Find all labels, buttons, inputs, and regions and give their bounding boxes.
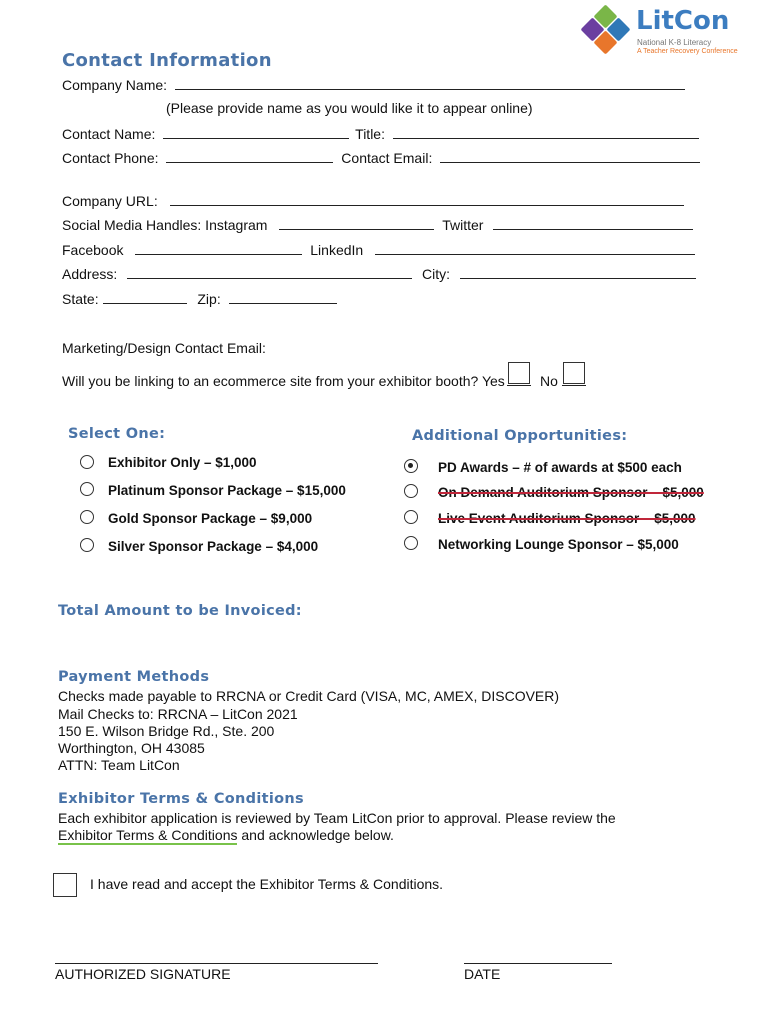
company-url-label: Company URL: — [62, 193, 158, 209]
on-demand-auditorium-radio[interactable] — [404, 484, 418, 498]
litcon-logo — [580, 6, 740, 62]
accept-terms-label: I have read and accept the Exhibitor Terms & Conditions. — [90, 876, 444, 892]
city-label: City: — [422, 266, 451, 282]
company-name-row — [62, 76, 685, 93]
linkedin-label: LinkedIn — [310, 242, 364, 258]
address-field[interactable] — [127, 265, 412, 279]
payment-heading: Payment Methods — [58, 669, 210, 685]
linkedin-field[interactable] — [375, 241, 695, 255]
company-name-label: Company Name: — [62, 77, 168, 93]
company-url-field[interactable] — [170, 192, 684, 206]
contact-email-field[interactable] — [440, 149, 700, 163]
terms-line-2 — [58, 827, 394, 843]
gold-sponsor-label: Gold Sponsor Package – $9,000 — [108, 511, 313, 526]
terms-line-1: Each exhibitor application is reviewed by Team LitCon prior to approval. Please review the — [58, 810, 616, 826]
on-demand-auditorium-label: On Demand Auditorium Sponsor – $5,000 — [438, 485, 704, 500]
logo-tagline-2: A Teacher Recovery Conference — [637, 48, 738, 55]
signature-line[interactable] — [55, 963, 378, 964]
marketing-contact-label: Marketing/Design Contact Email: — [62, 340, 266, 356]
logo-tagline-1: National K-8 Literacy — [637, 38, 712, 47]
company-url-row — [62, 192, 684, 209]
ecommerce-no-underline — [562, 385, 586, 386]
twitter-label: Twitter — [442, 217, 484, 233]
gold-sponsor-radio[interactable] — [80, 510, 94, 524]
silver-sponsor-radio[interactable] — [80, 538, 94, 552]
signature-label: AUTHORIZED SIGNATURE — [55, 966, 231, 982]
contact-email-label: Contact Email: — [341, 150, 433, 166]
pd-awards-label: PD Awards – # of awards at $500 each — [438, 460, 682, 475]
title-label: Title: — [355, 126, 385, 142]
date-label: DATE — [464, 966, 501, 982]
facebook-label: Facebook — [62, 242, 124, 258]
facebook-row — [62, 241, 695, 258]
contact-name-label: Contact Name: — [62, 126, 156, 142]
address-label: Address: — [62, 266, 118, 282]
terms-line-2-rest: and acknowledge below. — [237, 827, 394, 843]
contact-phone-field[interactable] — [166, 149, 333, 163]
terms-link[interactable]: Exhibitor Terms & Conditions — [58, 827, 238, 843]
silver-sponsor-label: Silver Sponsor Package – $4,000 — [108, 539, 319, 554]
facebook-field[interactable] — [135, 241, 302, 255]
payment-line-5: ATTN: Team LitCon — [58, 757, 180, 773]
contact-phone-row — [62, 149, 700, 166]
accept-terms-checkbox[interactable] — [53, 873, 77, 897]
zip-label: Zip: — [197, 291, 221, 307]
date-line[interactable] — [464, 963, 612, 964]
logo-wordmark: LitCon — [636, 6, 730, 36]
state-label: State: — [62, 291, 99, 307]
zip-field[interactable] — [229, 290, 337, 304]
state-zip-row — [62, 290, 337, 307]
payment-line-3: 150 E. Wilson Bridge Rd., Ste. 200 — [58, 723, 275, 739]
instagram-label: Social Media Handles: Instagram — [62, 217, 268, 233]
twitter-field[interactable] — [493, 216, 693, 230]
payment-line-1: Checks made payable to RRCNA or Credit Card (VISA, MC, AMEX, DISCOVER) — [58, 688, 560, 704]
platinum-sponsor-label: Platinum Sponsor Package – $15,000 — [108, 483, 346, 498]
address-row — [62, 265, 696, 282]
contact-heading: Contact Information — [62, 50, 272, 71]
ecommerce-yes-checkbox[interactable] — [508, 362, 530, 384]
ecommerce-no-label: No — [540, 373, 558, 389]
networking-lounge-label: Networking Lounge Sponsor – $5,000 — [438, 537, 679, 552]
ecommerce-yes-underline — [507, 385, 531, 386]
title-field[interactable] — [393, 125, 699, 139]
social-row — [62, 216, 693, 233]
city-field[interactable] — [460, 265, 696, 279]
additional-heading: Additional Opportunities: — [412, 428, 628, 444]
live-event-auditorium-radio[interactable] — [404, 510, 418, 524]
contact-name-row — [62, 125, 699, 142]
company-name-field[interactable] — [175, 76, 685, 90]
select-one-heading: Select One: — [68, 426, 166, 442]
contact-phone-label: Contact Phone: — [62, 150, 159, 166]
contact-name-field[interactable] — [163, 125, 349, 139]
ecommerce-question: Will you be linking to an ecommerce site from your exhibitor booth? Yes — [62, 373, 505, 389]
exhibitor-only-radio[interactable] — [80, 455, 94, 469]
pd-awards-radio[interactable] — [404, 459, 418, 473]
total-heading: Total Amount to be Invoiced: — [58, 603, 302, 619]
instagram-field[interactable] — [279, 216, 434, 230]
platinum-sponsor-radio[interactable] — [80, 482, 94, 496]
networking-lounge-radio[interactable] — [404, 536, 418, 550]
exhibitor-only-label: Exhibitor Only – $1,000 — [108, 455, 257, 470]
ecommerce-no-checkbox[interactable] — [563, 362, 585, 384]
state-field[interactable] — [103, 290, 187, 304]
payment-line-2: Mail Checks to: RRCNA – LitCon 2021 — [58, 706, 298, 722]
payment-line-4: Worthington, OH 43085 — [58, 740, 205, 756]
company-name-note: (Please provide name as you would like it to appear online) — [166, 100, 533, 116]
live-event-auditorium-label: Live Event Auditorium Sponsor – $5,000 — [438, 511, 696, 526]
terms-heading: Exhibitor Terms & Conditions — [58, 791, 304, 807]
